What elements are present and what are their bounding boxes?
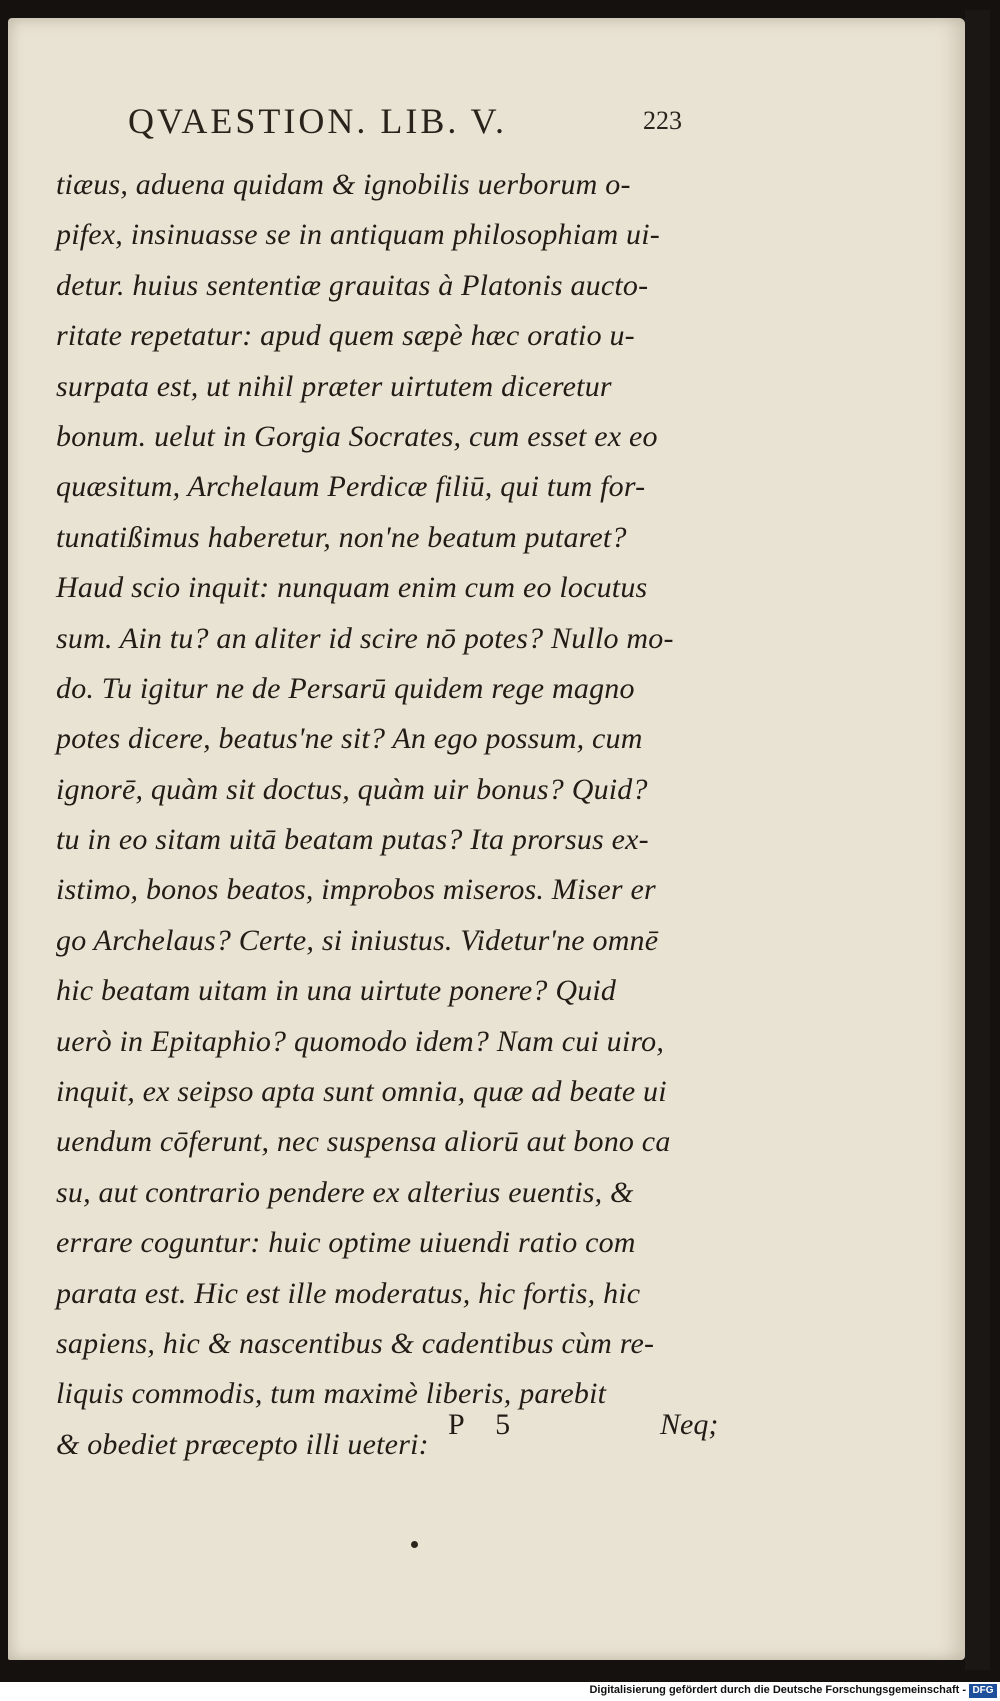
text-line: su, aut contrario pendere ex alterius euentis, & [56, 1175, 634, 1209]
body-text [56, 160, 746, 1470]
signature-mark: P 5 [448, 1408, 523, 1441]
running-head [128, 100, 748, 150]
text-line: sum. Ain tu? an aliter id scire nō potes? Nullo mo- [56, 621, 674, 655]
running-head-title: QVAESTION. LIB. V. [128, 101, 508, 141]
funding-credit: Digitalisierung gefördert durch die Deutsche Forschungsgemeinschaft - [589, 1684, 966, 1696]
dfg-logo: DFG [969, 1684, 997, 1698]
text-line: detur. huius sententiæ grauitas à Platonis aucto- [56, 268, 649, 302]
text-line: hic beatam uitam in una uirtute ponere? Quid [56, 974, 617, 1008]
digitization-footer [0, 1682, 1000, 1701]
catchline [448, 1408, 748, 1458]
text-line: istimo, bonos beatos, improbos miseros. Miser er [56, 873, 656, 907]
text-line: tiæus, aduena quidam & ignobilis uerborum o- [56, 168, 631, 201]
text-line: uendum cōferunt, nec suspensa aliorū aut bono ca [56, 1125, 671, 1159]
text-line: pifex, insinuasse se in antiquam philosophiam ui- [56, 218, 660, 252]
text-line: liquis commodis, tum maximè liberis, parebit [56, 1377, 607, 1411]
page-edge-shadow [965, 10, 990, 1670]
page-number: 223 [643, 106, 682, 135]
text-line: errare coguntur: huic optime uiuendi ratio com [56, 1226, 636, 1260]
text-line: surpata est, ut nihil præter uirtutem diceretur [56, 369, 612, 403]
text-line: tunatißimus haberetur, non'ne beatum putaret? [56, 520, 627, 554]
text-line: sapiens, hic & nascentibus & cadentibus cùm re- [56, 1326, 655, 1360]
text-line: ritate repetatur: apud quem sæpè hæc oratio u- [56, 319, 635, 353]
catchword: Neq; [660, 1408, 719, 1441]
ink-dot [411, 1541, 418, 1548]
text-line: Haud scio inquit: nunquam enim cum eo locutus [56, 571, 648, 605]
text-line: parata est. Hic est ille moderatus, hic fortis, hic [56, 1276, 641, 1310]
text-line: & obediet præcepto illi ueteri: [56, 1427, 429, 1461]
text-line: inquit, ex seipso apta sunt omnia, quæ ad beate ui [56, 1075, 667, 1109]
text-line: go Archelaus? Certe, si iniustus. Videtur'ne omnē [56, 923, 659, 957]
text-line: uerò in Epitaphio? quomodo idem? Nam cui uiro, [56, 1024, 665, 1058]
text-line: quæsitum, Archelaum Perdicæ filiū, qui tum for- [56, 470, 646, 504]
text-line: do. Tu igitur ne de Persarū quidem rege magno [56, 671, 635, 705]
text-line: potes dicere, beatus'ne sit? An ego possum, cum [56, 722, 643, 756]
text-line: tu in eo sitam uitā beatam putas? Ita prorsus ex- [56, 823, 649, 857]
text-line: bonum. uelut in Gorgia Socrates, cum esset ex eo [56, 419, 658, 453]
book-page [8, 18, 965, 1660]
text-line: ignorē, quàm sit doctus, quàm uir bonus? Quid? [56, 772, 648, 806]
